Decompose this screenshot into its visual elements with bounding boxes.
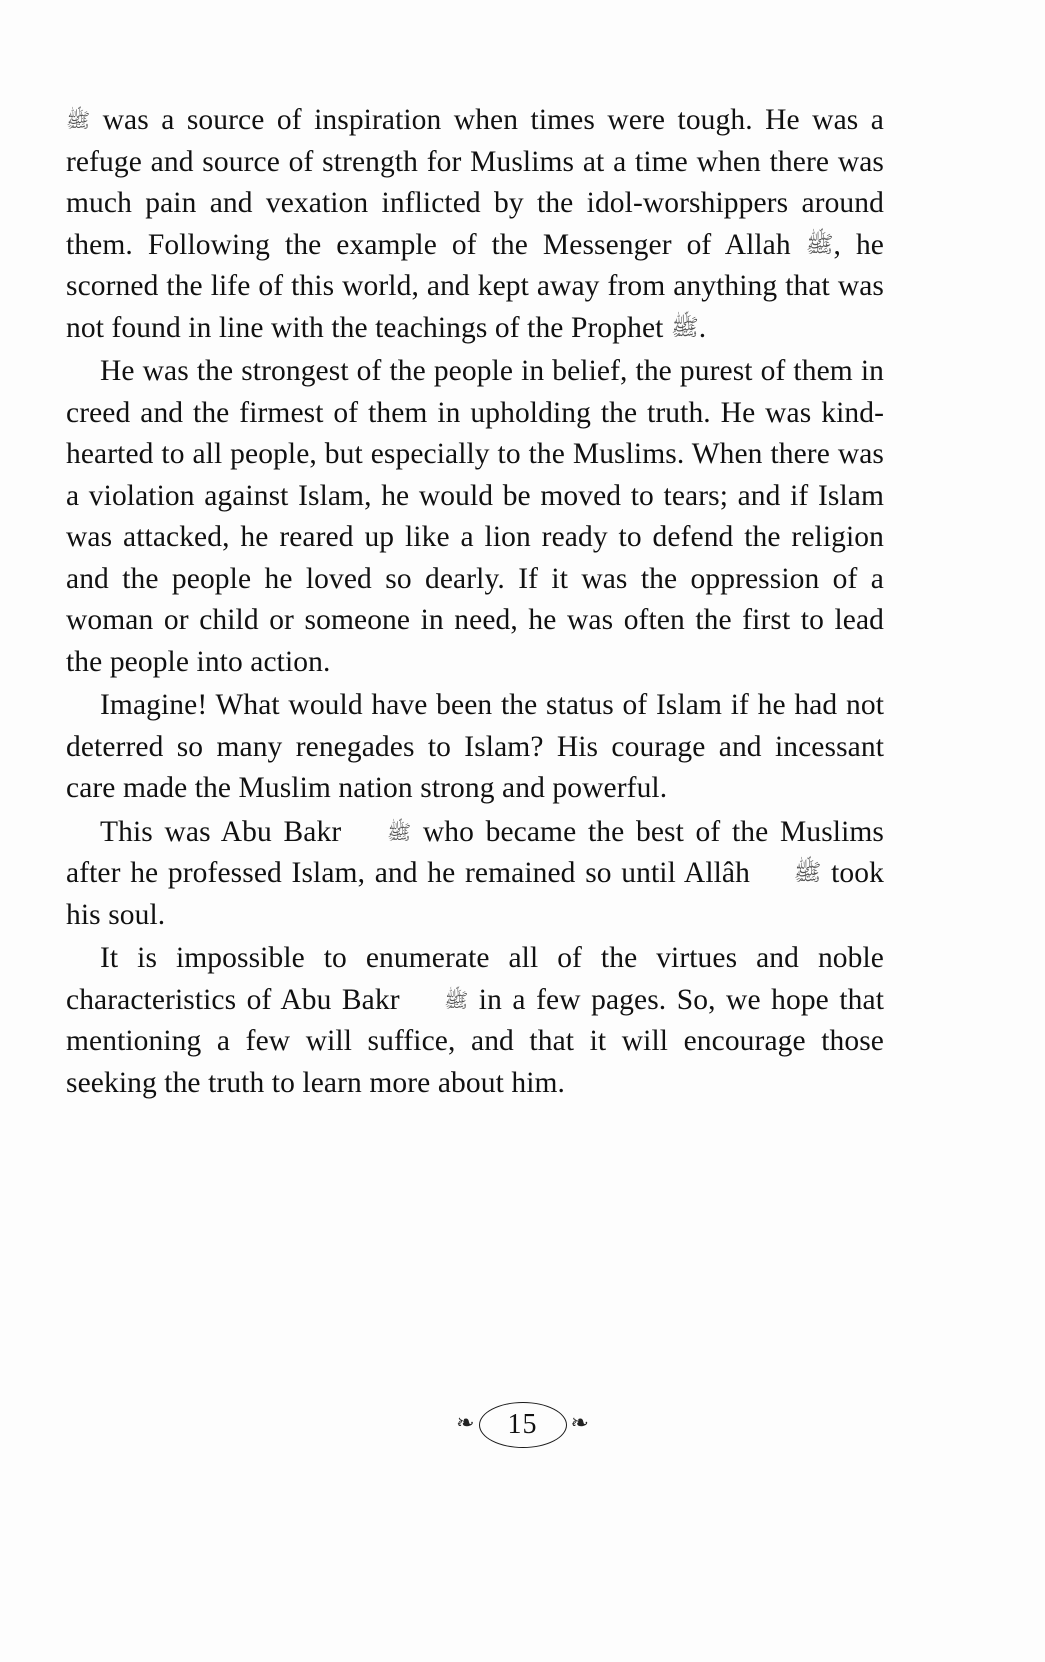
paragraph-5-text2: in a few pages. So, we hope that mentioning a few will suffice, and that it will encourage those seeking the truth to learn more about him. bbox=[66, 983, 884, 1099]
paragraph-4-text3: took his soul. bbox=[66, 857, 884, 931]
honorific-azzawajall-icon: ﷺ bbox=[793, 860, 822, 886]
paragraph-5 bbox=[66, 938, 884, 1104]
honorific-sallallahu-alayhi-wasallam-icon: ﷺ bbox=[805, 231, 834, 258]
honorific-radiallahu-anhu-icon-2: ﷺ bbox=[386, 819, 412, 844]
paragraph-4-text: This was Abu Bakr bbox=[100, 815, 342, 848]
page-number: 15 bbox=[479, 1402, 567, 1448]
honorific-radiallahu-anhu-icon-3: ﷺ bbox=[444, 987, 469, 1012]
paragraph-1 bbox=[66, 100, 884, 349]
paragraph-5-text: It is impossible to enumerate all of the virtues and noble characteristics of Abu Bakr bbox=[66, 942, 884, 1016]
paragraph-4-text2: who became the best of the Muslims after he professed Islam, and he remained so until Allâh bbox=[66, 815, 885, 889]
paragraph-4 bbox=[66, 812, 884, 937]
honorific-radiallahu-anhu-icon: ﷺ bbox=[66, 108, 91, 132]
paragraph-1-text2: , he scorned the life of this world, and kept away from anything that was not found in line with the teachings of the Prophet bbox=[66, 228, 884, 344]
paragraph-3: Imagine! What would have been the status of Islam if he had not deterred so many renegades to Islam? His courage and incessant care made the Muslim nation strong and powerful. bbox=[66, 689, 884, 804]
paragraph-1-text3: . bbox=[698, 311, 707, 344]
ornament-left-icon: ❧ bbox=[456, 1411, 475, 1436]
paragraph-2: He was the strongest of the people in belief, the purest of them in creed and the firmest of them in upholding the truth. He was kind-hearted to all people, but especially to the Muslims. When there was a violation against Islam, he would be moved to tears; and if Islam was attacked, he reared up like a lion ready to defend the religion and the people he loved so dearly. If it was the oppression of a woman or child or someone in need, he was often the first to lead the people into action. bbox=[66, 355, 884, 678]
page-body bbox=[66, 100, 884, 1104]
paragraph-1-text: was a source of inspiration when times were tough. He was a refuge and source of strength for Muslims at a time when there was much pain and vexation inflicted by the idol-worshippers around them. Following the example of the Messenger of Allah bbox=[66, 104, 884, 261]
page-footer bbox=[0, 1402, 1045, 1448]
page-number-group bbox=[456, 1402, 589, 1448]
ornament-right-icon: ❧ bbox=[570, 1411, 589, 1436]
honorific-sallallahu-alayhi-wasallam-icon-2: ﷺ bbox=[670, 314, 699, 341]
